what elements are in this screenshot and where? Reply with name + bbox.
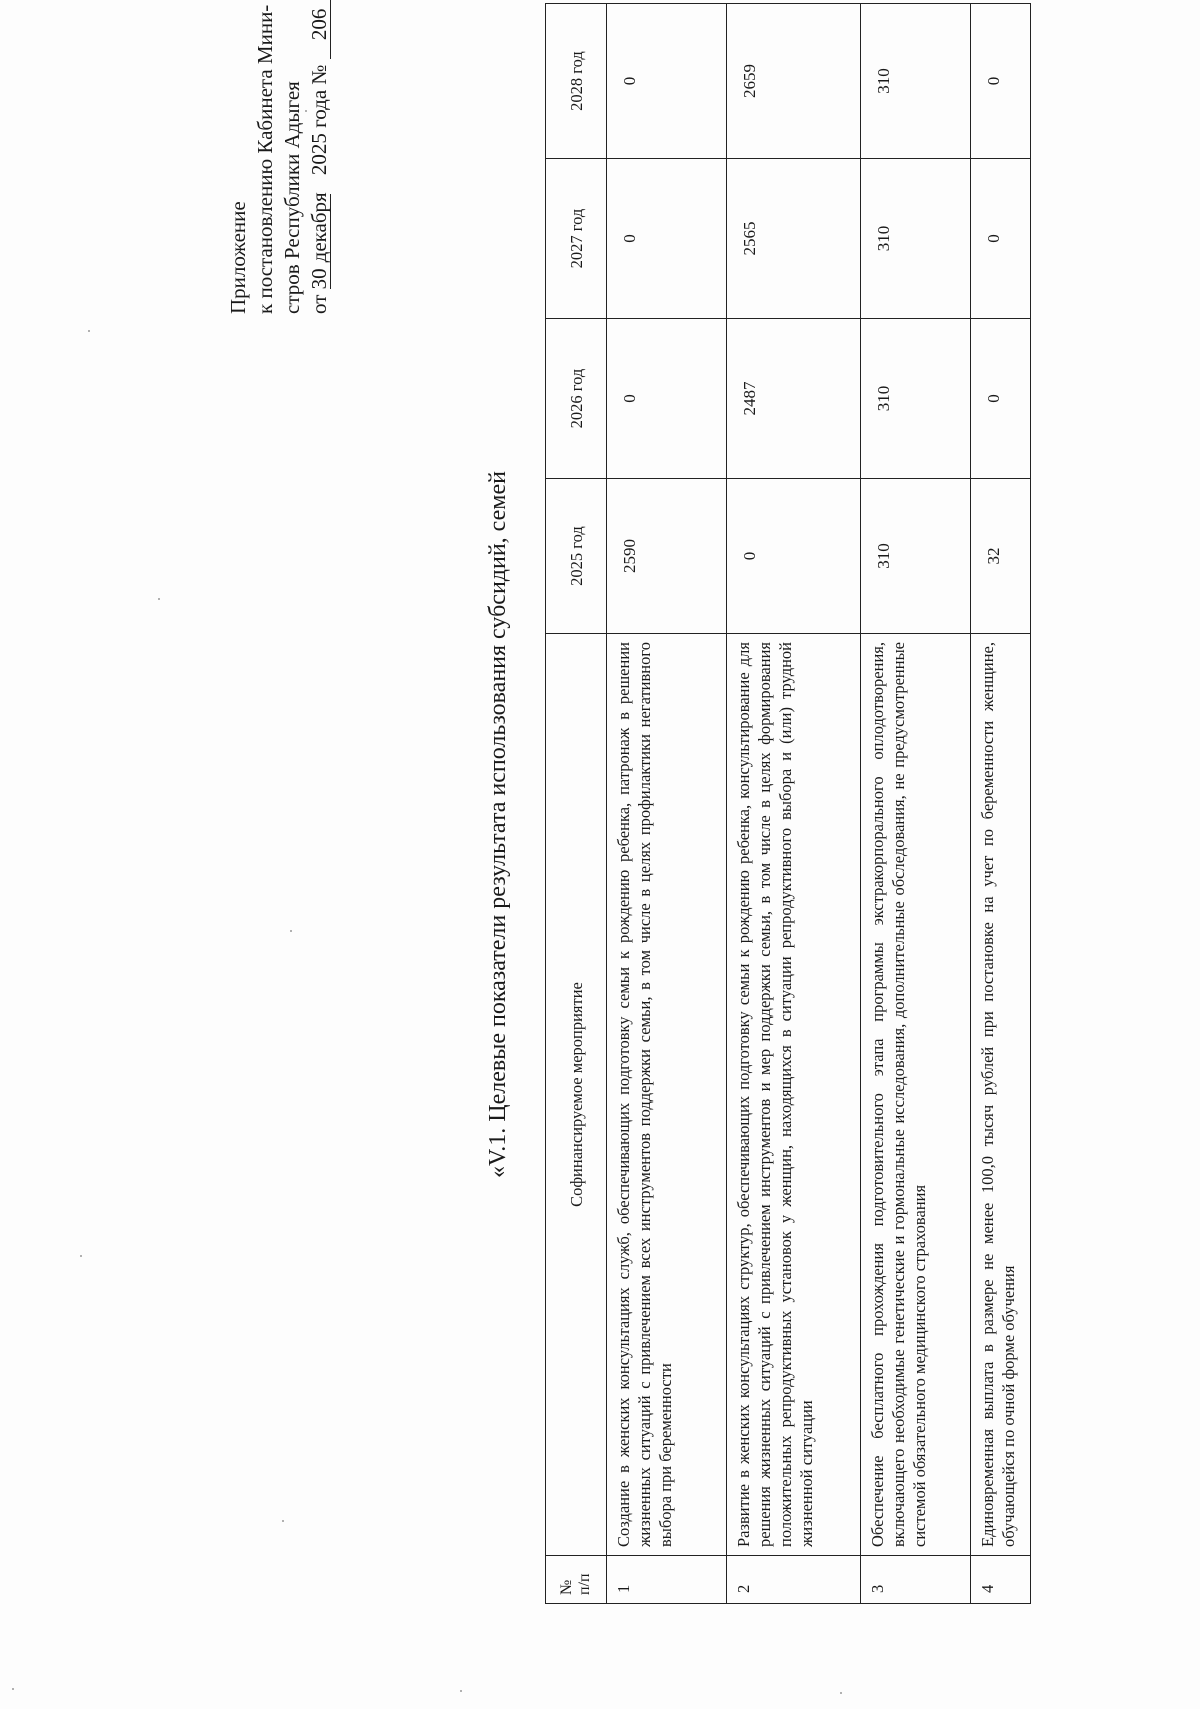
row-event: Обеспечение бесплатного прохождения подготовительного этапа программы экстракорпорального оплодотворения, включающего необходимые генетические и гормональные исследования, дополнительные обследования, не предусмотренные системой обязательного медицинского страхования [861,634,971,1556]
row-value-2025: 310 [861,479,971,634]
table-row [971,4,1031,1604]
row-value-2025: 32 [971,479,1031,634]
scan-speck [80,1255,82,1257]
row-value-2027: 310 [861,159,971,319]
appendix-year-text: 2025 года № [307,64,331,176]
row-number: 3 [861,1556,971,1604]
appendix-month: декабря [307,192,331,263]
row-event: Создание в женских консультациях служб, обеспечивающих подготовку семьи к рождению ребенка, патронаж в решении жизненных ситуаций с привлечением всех инструментов поддержки семьи, в том числе в целях профилактики негативного выбора при беременности [607,634,727,1556]
column-header-event: Софинансируемое мероприятие [546,634,607,1556]
row-value-2027: 2565 [727,159,861,319]
row-value-2025: 2590 [607,479,727,634]
scan-speck [290,930,292,932]
row-number: 1 [607,1556,727,1604]
row-value-2026: 310 [861,319,971,479]
row-event: Развитие в женских консультациях структур, обеспечивающих подготовку семьи к рождению ребенка, консультирование для решения жизненных ситуаций с привлечением инструментов и мер поддержки семьи, в том числе в целях формирования положительных репродуктивных установок у женщин, находящихся в ситуации репродуктивного выбора и (или) трудной жизненной ситуации [727,634,861,1556]
table-row [607,4,727,1604]
scan-speck [12,1688,14,1690]
scan-speck [840,1692,842,1694]
appendix-line-2: стров Республики Адыгея [280,81,304,314]
column-header-num: № п/п [546,1556,607,1604]
scan-speck [282,1520,284,1522]
row-value-2026: 0 [607,319,727,479]
row-value-2027: 0 [607,159,727,319]
row-value-2026: 2487 [727,319,861,479]
table-header-row [546,4,607,1604]
column-header-2026: 2026 год [546,319,607,479]
row-value-2027: 0 [971,159,1031,319]
row-number: 2 [727,1556,861,1604]
row-event: Единовременная выплата в размере не менее 100,0 тысяч рублей при постановке на учет по беременности женщине, обучающейся по очной форме обучения [971,634,1031,1556]
appendix-line-1: к постановлению Кабинета Мини- [253,4,277,314]
row-number: 4 [971,1556,1031,1604]
column-header-2027: 2027 год [546,159,607,319]
table-row [861,4,971,1604]
appendix-from-label: от [307,294,331,314]
targets-table [545,3,1031,1604]
scan-speck [460,1690,462,1692]
row-value-2028: 2659 [727,4,861,159]
appendix-date-field [308,194,331,289]
row-value-2028: 310 [861,4,971,159]
appendix-date-line [306,8,333,314]
appendix-number: 206 [308,0,331,59]
row-value-2028: 0 [971,4,1031,159]
row-value-2026: 0 [971,319,1031,479]
scan-speck [88,330,90,332]
row-value-2025: 0 [727,479,861,634]
column-header-2028: 2028 год [546,4,607,159]
table-row [727,4,861,1604]
section-heading: «V.1. Целевые показатели результата использования субсидий, семей [485,471,511,1178]
appendix-title: Приложение [226,201,250,314]
column-header-2025: 2025 год [546,479,607,634]
appendix-block [225,4,333,314]
row-value-2028: 0 [607,4,727,159]
scan-speck [158,598,160,600]
appendix-day: 30 [307,268,331,290]
scan-speck [305,110,307,112]
